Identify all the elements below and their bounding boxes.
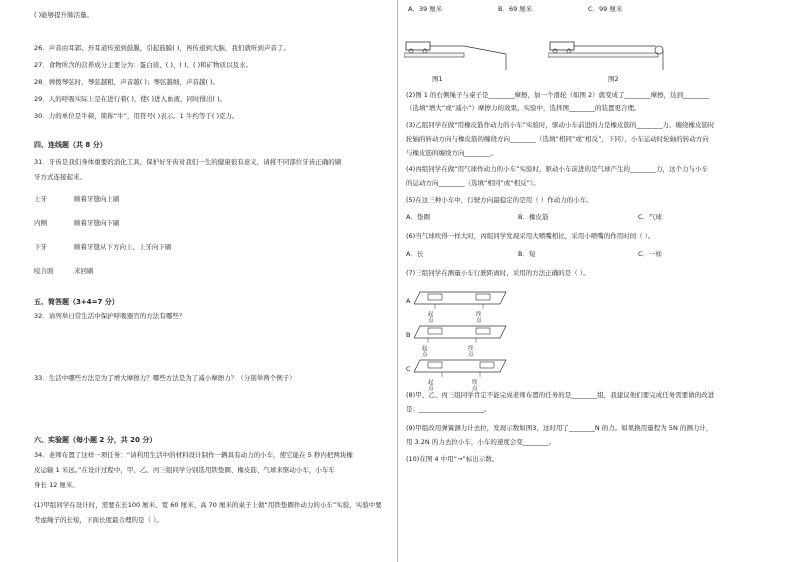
pair-label: 上牙: [34, 195, 47, 203]
question-29: 29．人的呼吸实际上是在进行着( )，使( )进入血液，同时排出( )。: [34, 95, 227, 103]
pair-text: 顺着牙缝向下刷: [74, 219, 120, 227]
sub-question-4-line2: 的运动方向________（选填“相同”或“相反”）。: [406, 179, 540, 187]
sub-question-6: (6)当气球吹得一样大时，丙组同学发现采用大喷嘴相比，采用小喷嘴的作用时间（ ）。: [406, 232, 655, 240]
measure-diagram: [414, 358, 509, 380]
sub-question-4-line1: (4)丙组同学在做“用气球作动力的小车”实验时，驱动小车前进的是气球产生的________力，这个力与小车: [406, 165, 708, 173]
figure-2-diagram: [548, 20, 673, 75]
sub-question-2-line1: (2)图 1 的右侧绳子与桌子是________摩擦，加一个滑轮（如图 2）就变成了________摩擦，达到________: [406, 91, 710, 99]
right-column: [397, 0, 794, 562]
question-34-sub1-line1: (1)甲组同学在设计时，需要在长100 厘米、宽 60 厘米、高 70 厘米的桌子上做“用铁垫圈作动力的小车”实验，实验中要: [34, 501, 382, 509]
question-34-line3: 身长 12 厘米。: [34, 481, 79, 489]
start-label: 起点: [428, 312, 434, 325]
question-30: 30．力的单位是牛顿，简称“牛”，用符号( )表示。1 牛约等于( )克力。: [34, 112, 239, 120]
s5-option-b: B．橡皮筋: [518, 213, 549, 221]
pair-label: 下牙: [34, 243, 47, 251]
question-32: 32．请列举日常生活中保护呼吸器官的方法有哪些？: [34, 312, 186, 320]
question-34-line2: 皮运输 1 米远。”在设计过程中，甲、乙、丙三组同学分别选用铁垫圈、橡皮筋、气球来驱动小车，小车车: [34, 466, 335, 474]
s6-option-c: C．一样: [638, 250, 663, 258]
sub-question-9-line2: 用 3.2N 的力去拉小车，小车的速度会变________。: [406, 438, 556, 446]
pair-label: 咬合面: [34, 267, 54, 275]
pair-text: 顺着牙缝向上刷: [74, 195, 120, 203]
question-31-line1: 31．牙齿是我们身体重要的消化工具，保护好牙齿对我们一生的健康很有意义，请将不同部位牙齿正确的刷: [34, 158, 342, 166]
question-33: 33．生活中哪些方法是为了增大摩擦力？哪些方法是为了减小摩擦力？（分别举两个例子）: [34, 374, 296, 382]
end-label: 终点: [472, 380, 478, 393]
section-5-title: 五、简答题（3+4=7 分）: [34, 298, 119, 306]
sub-question-7: (7)三组同学在测量小车行驶距离时，采用的方法正确的是（ ）。: [406, 269, 590, 277]
sub-question-9-line1: (9)甲组改用弹簧测力计去拉，发现示数如图3，这时用了________N 的力。如果换用量程为 5N 的测力计，: [406, 424, 713, 432]
end-label: 终点: [476, 312, 482, 325]
pair-text: 来回刷: [74, 267, 94, 275]
end-label: 终点: [468, 346, 474, 359]
question-34-line1: 34．老师布置了这样一项任务：“请利用生活中的材料设计制作一辆具有动力的小车，使它能在 5 秒内把两块橡: [34, 451, 353, 459]
sub-question-2-line2: （选填“增大”或“减小”）摩擦力的效果。实验中，选择图________的装置更合理。: [406, 104, 641, 112]
figure-1-label: 图1: [432, 75, 443, 83]
section-4-title: 四、连线题（共 8 分）: [34, 141, 107, 149]
option-b-69cm: B．69 厘米: [498, 5, 533, 13]
s6-option-a: A．长: [406, 250, 424, 258]
s5-option-c: C．气球: [638, 213, 663, 221]
option-a-39cm: A．39 厘米: [408, 5, 443, 13]
start-label: 起点: [428, 380, 434, 393]
s7-option-letter: B: [406, 331, 411, 339]
matching-pairs: [34, 196, 334, 276]
pair-text: 顺着牙缝从下方向上、上牙向下刷: [74, 243, 172, 251]
s6-option-b: B．短: [518, 250, 536, 258]
question-28: 28．弹拨琴弦时，琴弦越粗，声音越( )；琴弦越细，声音越( )。: [34, 78, 220, 86]
sub-question-3-line3: 与橡皮筋的缠绕方向________。: [406, 149, 497, 157]
sub-question-5: (5)在这三种小车中，行驶方向最稳定的是用（ ）作动力的小车。: [406, 196, 593, 204]
question-31-line2: 牙方式连接起来。: [34, 173, 86, 181]
s7-option-letter: C: [406, 365, 411, 373]
measure-diagram: [414, 290, 509, 312]
measure-diagram: [414, 324, 509, 346]
option-c-99cm: C．99 厘米: [588, 5, 623, 13]
figure-1-diagram: [404, 20, 514, 75]
question-27: 27．食物所含的营养成分主要分为：蛋白质、( )、( )、( )和矿物质以及水。: [34, 61, 253, 69]
start-label: 起点: [422, 346, 428, 359]
sub-question-8-line1: (8)甲、乙、丙三组同学肯定不能完成老师布置的任务的是________组，我建议他们要完成任务需要做的改进: [406, 391, 715, 399]
section-6-title: 六、实验题（每小题 2 分，共 20 分）: [34, 436, 157, 444]
pair-label: 内侧: [34, 219, 47, 227]
s5-option-a: A．垫圈: [406, 213, 430, 221]
question-25: ( )能够提升肺活量。: [34, 11, 94, 19]
s7-option-letter: A: [406, 297, 411, 305]
figure-2-label: 图2: [608, 75, 619, 83]
sub-question-3-line2: 轮轴的转动方向与橡皮筋的缠绕方向________（选填“相同”或“相反”，下同），小车运动时轮轴的转动方向: [406, 135, 709, 143]
question-34-sub1-line2: 考虑绳子的长短，下面长度最合理的是（ ）。: [34, 516, 163, 524]
question-26: 26．声音由耳郭、外耳道传递到鼓膜，引起鼓膜( )，再传递到大脑，我们就听到声音了。: [34, 44, 290, 52]
sub-question-8-line2: 是：____________________。: [406, 405, 491, 413]
sub-question-3-line1: (3)乙组同学在做“用橡皮筋作动力的小车”实验时，驱动小车前进的力是橡皮筋的________力。缠绕橡皮筋时: [406, 121, 715, 129]
sub-question-10: (10)在图 4 中用“→”标出示数。: [406, 455, 499, 463]
